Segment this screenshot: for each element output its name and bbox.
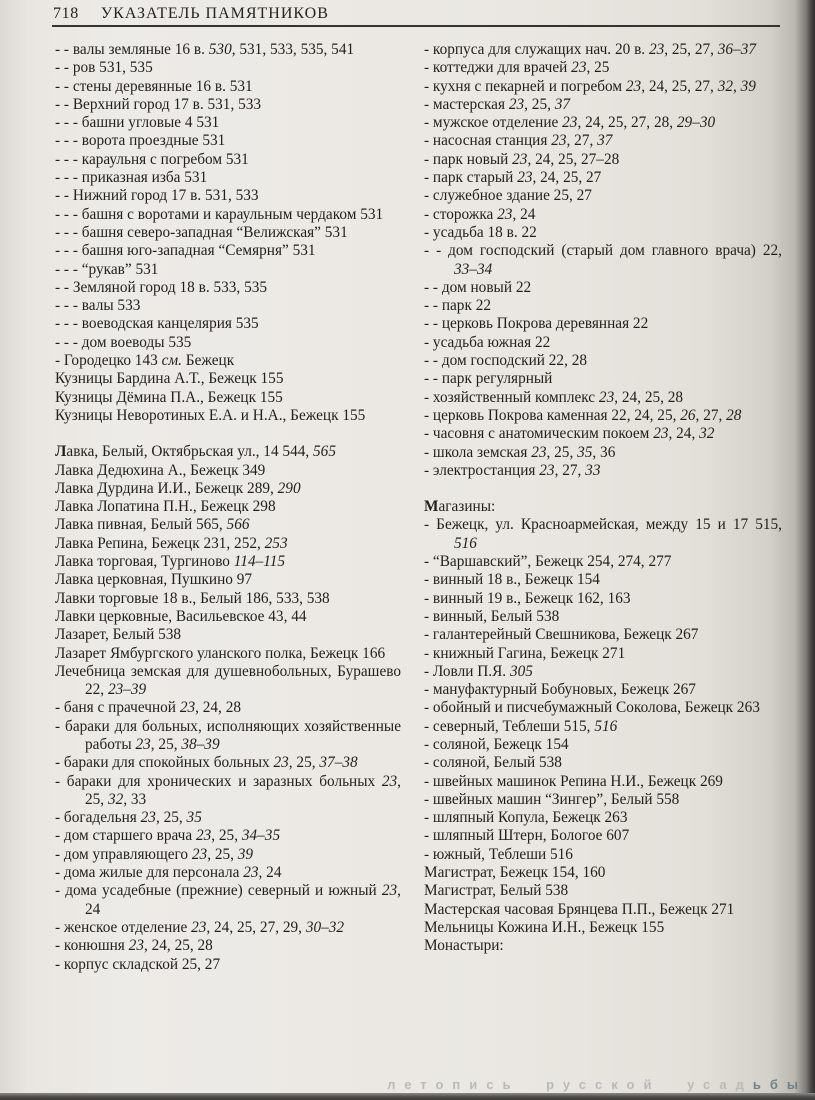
index-entry: Лавка Лопатина П.Н., Бежецк 298 <box>55 498 276 516</box>
series-watermark-main: летопись русской усад <box>387 1077 753 1092</box>
header-rule <box>52 25 780 27</box>
index-entry: - усадьба южная 22 <box>424 333 551 351</box>
index-entry: Лечебница земская для душевнобольных, Бурашево 22, 23–39 <box>55 662 401 699</box>
index-entry: - винный 19 в., Бежецк 162, 163 <box>424 589 631 607</box>
index-entry: - мастерская 23, 25, 37 <box>424 95 571 113</box>
index-entry: - усадьба 18 в. 22 <box>424 223 537 241</box>
index-entry: - - - ворота проездные 531 <box>55 132 226 150</box>
index-entry: - северный, Теблеши 515, 516 <box>424 717 618 735</box>
index-entry: - - - приказная изба 531 <box>55 169 208 187</box>
blank-line <box>55 425 401 443</box>
index-entry: - - Нижний город 17 в. 531, 533 <box>55 187 259 205</box>
index-entry: - женское отделение 23, 24, 25, 27, 29, 30–32 <box>55 918 345 936</box>
index-entry: - мужское отделение 23, 24, 25, 27, 28, 29–30 <box>424 114 716 132</box>
blank-line <box>424 480 782 498</box>
index-entry: - шляпный Копула, Бежецк 263 <box>424 809 628 827</box>
index-column-left <box>55 41 401 974</box>
index-entry: - хозяйственный комплекс 23, 24, 25, 28 <box>424 388 684 406</box>
index-entry: Кузницы Неворотиных Е.А. и Н.А., Бежецк 155 <box>55 406 366 424</box>
index-entry: - парк старый 23, 24, 25, 27 <box>424 169 602 187</box>
index-entry: - швейных машинок Репина Н.И., Бежецк 269 <box>424 772 723 790</box>
index-entry: Мельницы Кожина И.Н., Бежецк 155 <box>424 918 665 936</box>
index-entry: - дома усадебные (прежние) северный и южный 23, 24 <box>55 882 401 918</box>
index-entry: - южный, Теблеши 516 <box>424 845 573 863</box>
index-entry: Лавка Репина, Бежецк 231, 252, 253 <box>55 534 288 552</box>
series-watermark-tail: ьбы <box>752 1077 807 1092</box>
index-entry: - - дом господский 22, 28 <box>424 352 588 370</box>
running-title: УКАЗАТЕЛЬ ПАМЯТНИКОВ <box>100 5 329 22</box>
index-entry: - - - башня северо-западная “Велижская” 531 <box>55 223 348 241</box>
index-entry: - Городецко 143 см. Бежецк <box>55 352 235 370</box>
index-entry: - - - “рукав” 531 <box>55 260 159 278</box>
index-entry: Магистрат, Белый 538 <box>424 882 569 900</box>
index-entry: - обойный и писчебумажный Соколова, Бежецк 263 <box>424 699 760 717</box>
index-entry: - церковь Покрова каменная 22, 24, 25, 26, 27, 28 <box>424 406 742 424</box>
index-entry: - соляной, Белый 538 <box>424 754 562 772</box>
page-header <box>53 5 753 23</box>
index-entry: - - стены деревянные 16 в. 531 <box>55 77 253 95</box>
index-entry: - кухня с пекарней и погребом 23, 24, 25, 27, 32, 39 <box>424 77 756 95</box>
index-entry: - бараки для спокойных больных 23, 25, 37–38 <box>55 754 358 772</box>
index-entry: Лазарет Ямбургского уланского полка, Бежецк 166 <box>55 644 386 662</box>
index-entry: - мануфактурный Бобуновых, Бежецк 267 <box>424 681 696 699</box>
index-entry: - швейных машин “Зингер”, Белый 558 <box>424 790 680 808</box>
index-entry: - корпус складской 25, 27 <box>55 955 221 973</box>
series-watermark <box>387 1077 807 1092</box>
index-entry: - - ров 531, 535 <box>55 59 153 77</box>
index-entry: Монастыри: <box>424 937 504 955</box>
index-entry: Лавки торговые 18 в., Белый 186, 533, 538 <box>55 589 330 607</box>
index-entry: Лавка Дурдина И.И., Бежецк 289, 290 <box>55 479 301 497</box>
index-entry: Лавка, Белый, Октябрьская ул., 14 544, 565 <box>55 443 336 461</box>
index-columns <box>55 41 782 974</box>
page-number: 718 <box>53 5 79 22</box>
index-entry: - - - башня юго-западная “Семярня” 531 <box>55 242 316 260</box>
index-entry: - “Варшавский”, Бежецк 254, 274, 277 <box>424 553 672 571</box>
index-entry: Кузницы Дёмина П.А., Бежецк 155 <box>55 388 283 406</box>
index-entry: Магистрат, Бежецк 154, 160 <box>424 864 606 882</box>
index-entry: - шляпный Штерн, Бологое 607 <box>424 827 630 845</box>
index-entry: - соляной, Бежецк 154 <box>424 735 569 753</box>
index-entry: - - валы земляные 16 в. 530, 531, 533, 535, 541 <box>55 41 355 58</box>
index-entry: - - парк 22 <box>424 297 492 315</box>
index-column-right <box>424 41 782 974</box>
index-entry: - служебное здание 25, 27 <box>424 187 592 205</box>
index-entry: - бараки для больных, исполняющих хозяйственные работы 23, 25, 38–39 <box>55 717 401 753</box>
index-entry: - дома жилые для персонала 23, 24 <box>55 864 282 882</box>
index-entry: - богадельня 23, 25, 35 <box>55 809 202 827</box>
index-entry: - - дом новый 22 <box>424 278 532 296</box>
index-entry: - - дом господский (старый дом главного врача) 22, 33–34 <box>424 242 782 278</box>
index-entry: - парк новый 23, 24, 25, 27–28 <box>424 150 620 168</box>
index-entry: Лавки церковные, Васильевское 43, 44 <box>55 607 307 625</box>
index-entry: - винный 18 в., Бежецк 154 <box>424 571 600 589</box>
index-entry: - Ловли П.Я. 305 <box>424 662 533 680</box>
index-entry: Кузницы Бардина А.Т., Бежецк 155 <box>55 370 284 388</box>
index-entry: - - Земляной город 18 в. 533, 535 <box>55 278 268 296</box>
index-entry: - - - валы 533 <box>55 297 141 315</box>
index-entry: - - - башня с воротами и караульным чердаком 531 <box>55 205 384 223</box>
index-entry: Лавка церковная, Пушкино 97 <box>55 571 253 589</box>
index-entry: - - Верхний город 17 в. 531, 533 <box>55 95 262 113</box>
index-entry: - конюшня 23, 24, 25, 28 <box>55 937 213 955</box>
index-entry: - - - караульня с погребом 531 <box>55 150 249 168</box>
index-entry: - винный, Белый 538 <box>424 607 560 625</box>
index-entry: - - - дом воеводы 535 <box>55 333 192 351</box>
index-entry: - часовня с анатомическим покоем 23, 24, 32 <box>424 425 715 443</box>
index-entry: - - церковь Покрова деревянная 22 <box>424 315 649 333</box>
index-entry: - дом управляющего 23, 25, 39 <box>55 845 254 863</box>
index-entry: - - - башни угловые 4 531 <box>55 114 220 132</box>
index-entry: - книжный Гагина, Бежецк 271 <box>424 644 626 662</box>
index-entry: - школа земская 23, 25, 35, 36 <box>424 443 616 461</box>
index-entry: - корпуса для служащих нач. 20 в. 23, 25, 27, 36–37 <box>424 41 757 58</box>
index-entry: Лавка торговая, Тургиново 114–115 <box>55 553 286 571</box>
index-entry: - электростанция 23, 27, 33 <box>424 461 601 479</box>
index-entry: - галантерейный Свешникова, Бежецк 267 <box>424 626 699 644</box>
index-entry: - Бежецк, ул. Красноармейская, между 15 и 17 515, 516 <box>424 516 782 552</box>
index-entry: - сторожка 23, 24 <box>424 205 536 223</box>
index-entry: - насосная станция 23, 27, 37 <box>424 132 613 150</box>
index-entry: Мастерская часовая Брянцева П.П., Бежецк 271 <box>424 900 735 918</box>
index-entry: Лавка пивная, Белый 565, 566 <box>55 516 250 534</box>
index-entry: - - - воеводская канцелярия 535 <box>55 315 259 333</box>
index-entry: - дом старшего врача 23, 25, 34–35 <box>55 827 281 845</box>
index-entry: - бараки для хронических и заразных больных 23, 25, 32, 33 <box>55 772 401 808</box>
index-entry: - баня с прачечной 23, 24, 28 <box>55 699 241 717</box>
index-entry: Лавка Дедюхина А., Бежецк 349 <box>55 461 266 479</box>
index-entry: - - парк регулярный <box>424 370 553 388</box>
index-entry: Магазины: <box>424 498 496 516</box>
index-entry: - коттеджи для врачей 23, 25 <box>424 59 610 77</box>
index-entry: Лазарет, Белый 538 <box>55 626 182 644</box>
